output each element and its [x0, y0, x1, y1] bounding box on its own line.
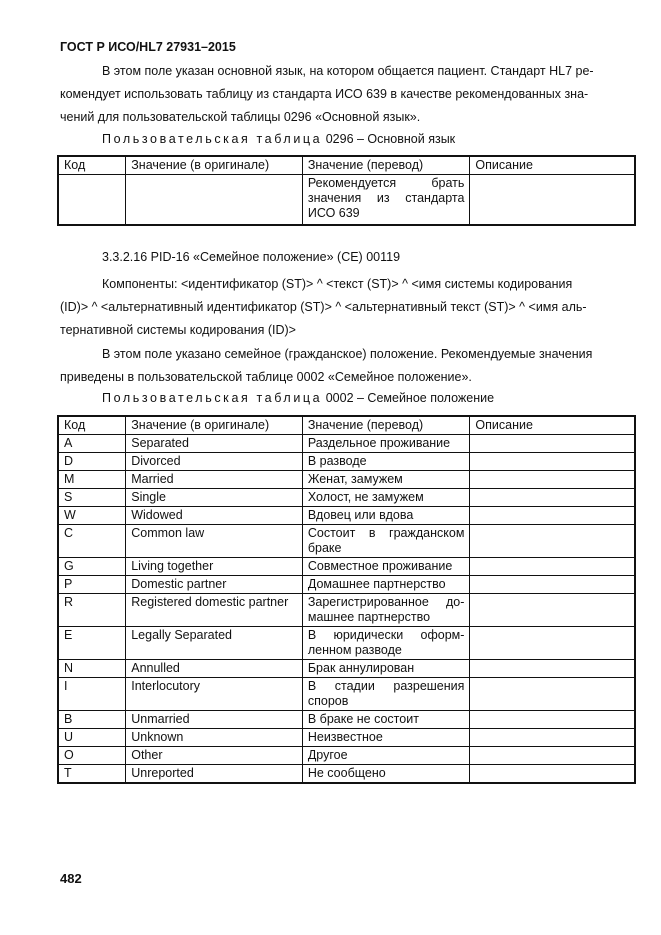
- cell-description: [470, 435, 635, 453]
- cell-original: Married: [126, 471, 303, 489]
- paragraph-line: (ID)> ^ <альтернативный идентификатор (ST)> ^ <альтернативный текст (ST)> ^ <имя аль-: [60, 300, 587, 314]
- cell-original: Separated: [126, 435, 303, 453]
- cell-original: Single: [126, 489, 303, 507]
- page-number: 482: [60, 871, 82, 886]
- cell-description: [470, 627, 635, 660]
- cell-code: B: [58, 711, 126, 729]
- cell-translation: Вдовец или вдова: [302, 507, 470, 525]
- cell-description: [470, 471, 635, 489]
- cell-translation: Совместное проживание: [302, 558, 470, 576]
- table-row: [58, 627, 635, 660]
- table-row: [58, 471, 635, 489]
- cell-original: Interlocutory: [126, 678, 303, 711]
- description-paragraph: [60, 343, 630, 389]
- section-heading: 3.3.2.16 PID-16 «Семейное положение» (CE) 00119: [102, 250, 401, 264]
- cell-original: Domestic partner: [126, 576, 303, 594]
- language-table: [57, 155, 636, 226]
- header-description: Описание: [470, 416, 635, 435]
- cell-code: [58, 175, 126, 225]
- header-translation: Значение (перевод): [302, 156, 470, 175]
- cell-description: [470, 747, 635, 765]
- table-row: [58, 558, 635, 576]
- cell-code: P: [58, 576, 126, 594]
- paragraph-line: чений для пользовательской таблицы 0296 «Основной язык».: [60, 110, 421, 124]
- table2-caption: [102, 391, 494, 405]
- table-row: [58, 729, 635, 747]
- cell-code: N: [58, 660, 126, 678]
- cell-description: [470, 453, 635, 471]
- table-row: [58, 765, 635, 784]
- cell-original: Widowed: [126, 507, 303, 525]
- cell-translation: Состоит в гражданском браке: [302, 525, 470, 558]
- cell-original: Common law: [126, 525, 303, 558]
- paragraph-line: комендует использовать таблицу из стандарта ИСО 639 в качестве рекомендованных зна-: [60, 87, 589, 101]
- cell-original: Divorced: [126, 453, 303, 471]
- table-row: [58, 678, 635, 711]
- paragraph-line: тернативной системы кодирования (ID)>: [60, 323, 296, 337]
- cell-description: [470, 507, 635, 525]
- table-row: [58, 594, 635, 627]
- marital-status-table: [57, 415, 636, 784]
- cell-code: W: [58, 507, 126, 525]
- caption-rest: 0002 – Семейное положение: [325, 391, 495, 405]
- cell-translation: Брак аннулирован: [302, 660, 470, 678]
- header-original: Значение (в оригинале): [126, 416, 303, 435]
- cell-description: [470, 594, 635, 627]
- table-row: [58, 507, 635, 525]
- cell-translation: В разводе: [302, 453, 470, 471]
- header-translation: Значение (перевод): [302, 416, 470, 435]
- header-code: Код: [58, 416, 126, 435]
- table-row: [58, 489, 635, 507]
- cell-original: Registered domestic partner: [126, 594, 303, 627]
- cell-original: Legally Separated: [126, 627, 303, 660]
- cell-original: [126, 175, 303, 225]
- cell-original: Unknown: [126, 729, 303, 747]
- table-row: [58, 525, 635, 558]
- table-row: [58, 175, 635, 225]
- cell-description: [470, 489, 635, 507]
- cell-code: A: [58, 435, 126, 453]
- cell-code: S: [58, 489, 126, 507]
- cell-description: [470, 729, 635, 747]
- cell-translation: Раздельное проживание: [302, 435, 470, 453]
- cell-translation: Женат, замужем: [302, 471, 470, 489]
- paragraph-line: Компоненты: <идентификатор (ST)> ^ <текст (ST)> ^ <имя системы кодирования: [102, 277, 573, 291]
- paragraph-line: В этом поле указан основной язык, на котором общается пациент. Стандарт HL7 ре-: [102, 64, 594, 78]
- cell-original: Annulled: [126, 660, 303, 678]
- table-row: [58, 435, 635, 453]
- cell-original: Other: [126, 747, 303, 765]
- cell-translation: В юридически оформ-ленном разводе: [302, 627, 470, 660]
- intro-paragraph: [60, 60, 630, 129]
- cell-code: R: [58, 594, 126, 627]
- cell-code: E: [58, 627, 126, 660]
- caption-rest: 0296 – Основной язык: [325, 132, 456, 146]
- cell-translation: Не сообщено: [302, 765, 470, 784]
- table-row: [58, 660, 635, 678]
- table-row: [58, 711, 635, 729]
- cell-translation: Неизвестное: [302, 729, 470, 747]
- table-row: [58, 576, 635, 594]
- cell-description: [470, 175, 635, 225]
- cell-code: C: [58, 525, 126, 558]
- cell-code: M: [58, 471, 126, 489]
- cell-description: [470, 525, 635, 558]
- table1-caption: [102, 132, 455, 146]
- table-row: [58, 747, 635, 765]
- cell-description: [470, 660, 635, 678]
- header-code: Код: [58, 156, 126, 175]
- cell-translation: Рекомендуется брать значения из стандарта ИСО 639: [302, 175, 470, 225]
- cell-translation: Зарегистрированное до-машнее партнерство: [302, 594, 470, 627]
- cell-code: I: [58, 678, 126, 711]
- cell-translation: Другое: [302, 747, 470, 765]
- cell-translation: Домашнее партнерство: [302, 576, 470, 594]
- cell-code: T: [58, 765, 126, 784]
- components-paragraph: [60, 273, 630, 342]
- caption-prefix: Пользовательская таблица: [102, 132, 323, 146]
- document-header: ГОСТ Р ИСО/HL7 27931–2015: [60, 40, 236, 54]
- header-description: Описание: [470, 156, 635, 175]
- table-row: [58, 453, 635, 471]
- cell-description: [470, 558, 635, 576]
- cell-code: G: [58, 558, 126, 576]
- table-header-row: [58, 416, 635, 435]
- cell-original: Unmarried: [126, 711, 303, 729]
- paragraph-line: приведены в пользовательской таблице 0002 «Семейное положение».: [60, 370, 472, 384]
- header-original: Значение (в оригинале): [126, 156, 303, 175]
- cell-description: [470, 576, 635, 594]
- cell-code: U: [58, 729, 126, 747]
- cell-original: Living together: [126, 558, 303, 576]
- caption-prefix: Пользовательская таблица: [102, 391, 323, 405]
- cell-original: Unreported: [126, 765, 303, 784]
- paragraph-line: В этом поле указано семейное (гражданское) положение. Рекомендуемые значения: [102, 347, 593, 361]
- cell-translation: Холост, не замужем: [302, 489, 470, 507]
- cell-translation: В браке не состоит: [302, 711, 470, 729]
- table-header-row: [58, 156, 635, 175]
- cell-description: [470, 678, 635, 711]
- cell-code: D: [58, 453, 126, 471]
- cell-description: [470, 711, 635, 729]
- cell-code: O: [58, 747, 126, 765]
- cell-description: [470, 765, 635, 784]
- cell-translation: В стадии разрешения споров: [302, 678, 470, 711]
